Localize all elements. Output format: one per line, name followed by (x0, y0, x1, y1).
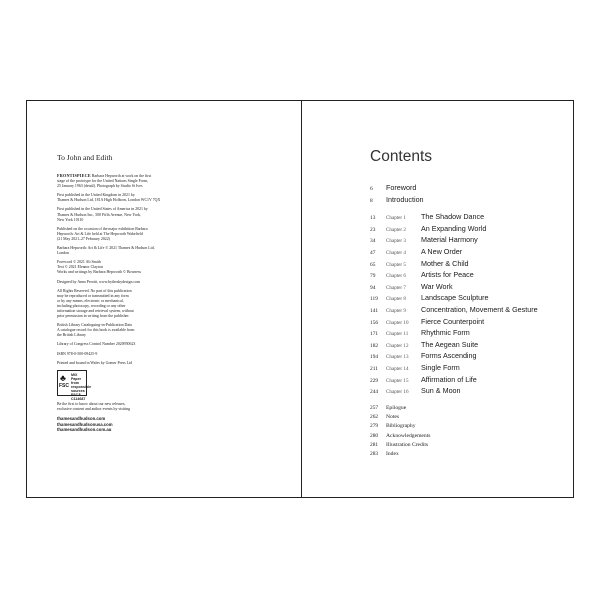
toc-entry[interactable] (370, 247, 560, 259)
frontispiece-line: Barbara Hepworth at work on the first (91, 174, 152, 178)
fsc-brand: FSC (59, 382, 69, 389)
toc-page-number: 156 (370, 319, 379, 326)
contents-title: Contents (370, 148, 433, 165)
toc-title: Foreword (386, 183, 417, 192)
imprint-block (57, 323, 225, 338)
imprint-line: A catalogue record for this book is available from (57, 328, 135, 333)
fsc-mix-text: MIX Paper from responsible sources FSC® C114687 (71, 372, 92, 401)
toc-chapter-label: Chapter 4 (386, 249, 406, 256)
fsc-tree-icon: ♣ (60, 372, 66, 383)
table-of-contents (370, 183, 560, 460)
toc-page-number: 65 (370, 261, 376, 268)
toc-page-number: 6 (370, 186, 373, 192)
toc-title: Material Harmony (421, 235, 478, 245)
toc-page-number: 8 (370, 197, 373, 204)
imprint-line: All Rights Reserved. No part of this publication (57, 288, 132, 293)
toc-title: Single Form (421, 362, 460, 372)
toc-entry[interactable] (370, 212, 560, 224)
imprint-line: Hepworth: Art & Life held at The Hepworth Wakefield (57, 231, 143, 236)
toc-chapter-label: Chapter 3 (386, 238, 406, 245)
publisher-url[interactable]: thamesandhudsonusa.com (57, 421, 113, 427)
toc-page-number: 119 (370, 296, 378, 303)
imprint-block (57, 193, 225, 203)
imprint-line: Designed by Anna Perotti, www.bytheskydesign.com (57, 279, 141, 284)
toc-title: Concentration, Movement & Gesture (421, 304, 538, 314)
imprint-line: may be reproduced or transmitted in any form (57, 293, 129, 298)
imprint-block (57, 280, 225, 285)
imprint-line: First published in the United States of America in 2021 by (57, 207, 148, 212)
publisher-url[interactable]: thamesandhudson.com.au (57, 427, 112, 433)
toc-title: Affirmation of Life (421, 374, 477, 384)
imprint-line: ISBN 978-0-500-09425-9 (57, 351, 98, 356)
frontispiece-line: stage of the prototype for the United Nations Single Form, (57, 179, 148, 184)
publisher-urls (57, 416, 225, 433)
toc-entry[interactable] (370, 195, 560, 207)
toc-entry[interactable] (370, 183, 560, 195)
toc-page-number: 279 (370, 423, 379, 430)
frontispiece-label: FRONTISPIECE (57, 173, 91, 178)
toc-title: Forms Ascending (421, 351, 477, 361)
imprint-line: Published on the occasion of the major exhibition Barbara (57, 226, 148, 231)
imprint-line: Thames & Hudson Ltd, 181A High Holborn, London WC1V 7QX (57, 198, 161, 203)
toc-chapter-label: Chapter 2 (386, 226, 406, 233)
toc-entry[interactable] (370, 451, 560, 460)
imprint-block (57, 361, 225, 366)
frontispiece-line: 25 January 1963 (detail). Photograph by Studio St Ives (57, 184, 143, 189)
toc-page-number: 262 (370, 413, 379, 420)
toc-entry[interactable] (370, 317, 560, 329)
toc-page-number: 280 (370, 432, 379, 439)
toc-title: Fierce Counterpoint (421, 316, 485, 326)
toc-chapter-label: Chapter 14 (386, 365, 409, 372)
toc-entry[interactable] (370, 293, 560, 305)
imprint-line: including photocopy, recording or any other (57, 303, 126, 308)
toc-page-number: 182 (370, 342, 379, 349)
copyright-page (27, 101, 301, 497)
toc-title: Artists for Peace (421, 270, 474, 280)
imprint-line: Foreword © 2021 Ali Smith (57, 260, 101, 265)
imprint-line: First published in the United Kingdom in 2021 by (57, 193, 135, 198)
toc-chapter-label: Chapter 12 (386, 342, 409, 349)
toc-page-number: 281 (370, 441, 379, 448)
toc-entry[interactable] (370, 224, 560, 236)
toc-chapter-label: Chapter 16 (386, 389, 409, 396)
toc-entry[interactable] (370, 405, 560, 414)
toc-page-number: 194 (370, 354, 379, 361)
toc-chapter-label: Chapter 7 (386, 284, 406, 291)
toc-entry[interactable] (370, 375, 560, 387)
toc-entry[interactable] (370, 270, 560, 282)
toc-chapter-label: Chapter 13 (386, 354, 409, 361)
toc-title: Bibliography (386, 423, 416, 430)
toc-title: Epilogue (386, 404, 407, 411)
toc-chapter-label: Chapter 15 (386, 377, 409, 384)
imprint-blocks (57, 193, 225, 365)
toc-page-number: 257 (370, 404, 379, 411)
toc-chapter-label: Chapter 1 (386, 215, 406, 222)
toc-page-number: 79 (370, 273, 376, 280)
toc-page-number: 13 (370, 215, 376, 222)
toc-chapter-label: Chapter 11 (386, 331, 409, 338)
toc-title: Index (386, 451, 399, 458)
toc-title: Mother & Child (421, 258, 469, 268)
toc-entry[interactable] (370, 433, 560, 442)
toc-title: Landscape Sculpture (421, 293, 489, 303)
toc-entry[interactable] (370, 259, 560, 271)
imprint-line: prior permission in writing from the publisher. (57, 314, 130, 319)
imprint-block (57, 342, 225, 347)
toc-entry[interactable] (370, 423, 560, 432)
imprint-line: (21 May 2021–27 February 2022) (57, 236, 110, 241)
imprint-line: New York 10110 (57, 217, 84, 222)
imprint-line: British Library Cataloguing-in-Publication Data (57, 323, 132, 328)
toc-page-number: 244 (370, 389, 379, 396)
toc-page-number: 47 (370, 249, 376, 256)
toc-page-number: 141 (370, 307, 379, 314)
imprint-line: the British Library (57, 333, 86, 338)
toc-entry[interactable] (370, 363, 560, 375)
toc-page-number: 34 (370, 238, 376, 245)
toc-page-number: 23 (370, 226, 376, 233)
dedication: To John and Edith (57, 153, 113, 162)
toc-title: A New Order (421, 246, 463, 256)
toc-entry[interactable] (370, 414, 560, 423)
imprint-block (57, 207, 225, 222)
toc-spacer (370, 398, 560, 405)
toc-entry[interactable] (370, 386, 560, 398)
toc-title: Sun & Moon (421, 386, 461, 396)
toc-page-number: 171 (370, 331, 379, 338)
toc-title: War Work (421, 281, 453, 291)
toc-chapter-label: Chapter 6 (386, 273, 406, 280)
imprint-line: Works and writings by Barbara Hepworth © Bowness (57, 270, 142, 275)
toc-chapter-label: Chapter 10 (386, 319, 409, 326)
toc-entry[interactable] (370, 340, 560, 352)
toc-entry[interactable] (370, 442, 560, 451)
toc-title: An Expanding World (421, 223, 487, 233)
imprint-line: or by any means, electronic or mechanical, (57, 298, 124, 303)
newsletter-text: Be the first to know about our new releases, exclusive content and author events by visiting (57, 401, 131, 411)
toc-chapter-label: Chapter 9 (386, 307, 406, 314)
toc-entry[interactable] (370, 282, 560, 294)
toc-page-number: 211 (370, 365, 378, 372)
imprint-line: Text © 2021 Eleanor Clayton (57, 265, 103, 270)
imprint-line: London (57, 251, 70, 256)
toc-page-number: 283 (370, 451, 379, 458)
imprint-line: information storage and retrieval system, without (57, 308, 134, 313)
toc-title: Notes (386, 413, 400, 420)
imprint-line: Thames & Hudson Inc., 500 Fifth Avenue, New York, (57, 212, 141, 217)
imprint-block (57, 352, 225, 357)
frontispiece-caption (57, 173, 225, 189)
toc-entry[interactable] (370, 305, 560, 317)
imprint-block (57, 227, 225, 242)
toc-chapter-label: Chapter 5 (386, 261, 406, 268)
toc-title: Rhythmic Form (421, 328, 470, 338)
publisher-url[interactable]: thamesandhudson.com (57, 415, 106, 421)
imprint-block (57, 260, 225, 275)
fsc-logo (57, 370, 92, 401)
toc-entry[interactable] (370, 351, 560, 363)
toc-title: Illustration Credits (386, 441, 429, 448)
toc-page-number: 229 (370, 377, 379, 384)
toc-title: The Shadow Dance (421, 212, 485, 222)
imprint-text (57, 173, 225, 433)
toc-page-number: 94 (370, 284, 376, 291)
imprint-block (57, 289, 225, 320)
imprint-line: Barbara Hepworth: Art & Life © 2021 Thames & Hudson Ltd, (57, 246, 155, 251)
toc-title: Introduction (386, 194, 424, 204)
imprint-block (57, 246, 225, 256)
book-spread (26, 100, 574, 498)
imprint-line: Printed and bound in Wales by Gomer Press Ltd (57, 360, 133, 365)
toc-chapter-label: Chapter 8 (386, 296, 406, 303)
toc-entry[interactable] (370, 235, 560, 247)
toc-entry[interactable] (370, 328, 560, 340)
toc-title: Acknowledgements (386, 432, 431, 439)
contents-page (302, 101, 574, 497)
imprint-line: Library of Congress Control Number 2020950623 (57, 342, 136, 347)
toc-title: The Aegean Suite (421, 339, 479, 349)
